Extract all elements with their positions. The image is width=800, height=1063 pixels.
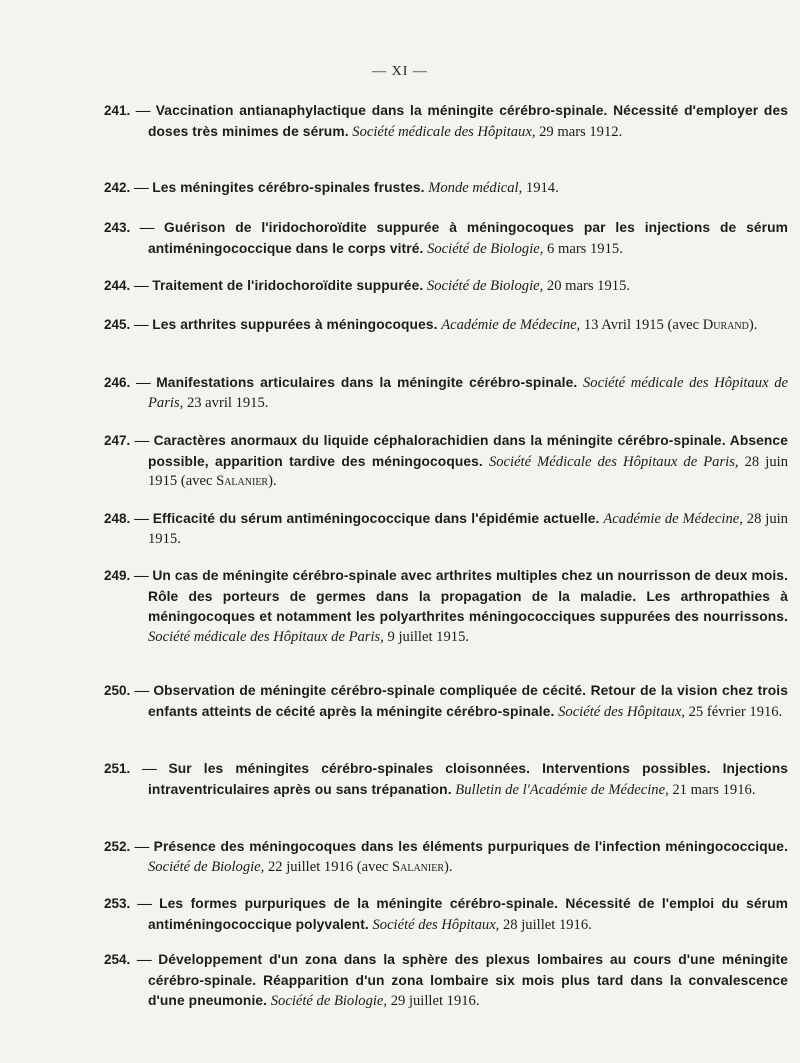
entry-source: Bulletin de l'Académie de Médecine, [455,781,669,798]
entry-number: 248. [104,511,131,526]
entry-collab-suffix: ). [444,858,453,875]
entry-number: 251. [104,761,131,776]
entry-collaborator: Salanier [216,473,269,490]
bibliography-entry-250 [104,681,788,722]
entry-dash: — [137,896,152,912]
entry-title: Développement d'un zona dans la sphère des plexus lombaires au cours d'une méningite cérébro-spinale. Réapparition d'un zona lombaire six mois plus tard dans la convalescence d'une pneumonie. [148,952,788,1009]
entry-title: Traitement de l'iridochoroïdite suppurée. [152,278,424,293]
entry-source: Société des Hôpitaux, [372,916,500,933]
entry-number: 244. [104,278,131,293]
entry-number: 241. [104,103,131,118]
entry-title: Caractères anormaux du liquide céphalorachidien dans la méningite cérébro-spinale. Absence possible, apparition tardive des méningocoques. [148,433,788,469]
bibliography-entry-252 [104,837,788,877]
entry-dash: — [134,568,149,584]
entry-dash: — [142,761,157,777]
entry-title: Présence des méningocoques dans les éléments purpuriques de l'infection méningococcique. [153,839,788,854]
entry-number: 242. [104,180,131,195]
entry-title: Guérison de l'iridochoroïdite suppurée à méningocoques par les injections de sérum antiméningococcique dans le corps vitré. [148,220,789,256]
entry-date: 21 mars 1916. [672,781,756,798]
bibliography-entry-249 [104,566,788,647]
entry-date: 28 juin 1915. [148,511,788,547]
entry-source: Société Médicale des Hôpitaux de Paris, [488,453,739,470]
entry-dash: — [134,683,150,699]
entry-date: 29 juillet 1916. [390,993,480,1010]
entry-date: 9 juillet 1915. [387,628,470,645]
entry-collab-prefix: (avec [667,317,700,333]
bibliography-entry-254 [104,950,788,1012]
entry-title: Sur les méningites cérébro-spinales cloisonnées. Interventions possibles. Injections intraventriculaires après ou sans trépanation. [148,761,789,797]
entry-collaborator: Durand [702,317,749,333]
bibliography-entry-247 [104,431,788,492]
entry-date: 23 avril 1915. [186,394,269,411]
entry-dash: — [133,317,149,333]
entry-date: 13 Avril 1915 [583,317,664,333]
entry-dash: — [133,180,149,196]
entry-date: 22 juillet 1916 [267,858,354,875]
entry-title: Les formes purpuriques de la méningite cérébro-spinale. Nécessité de l'emploi du sérum antiméningococcique polyvalent. [148,896,789,932]
entry-source: Société de Biologie, [148,858,265,875]
page-folio: — XI — [372,64,428,79]
entry-collaborator: Salanier [392,858,445,875]
entry-dash: — [135,103,151,119]
entry-number: 245. [104,317,131,332]
entry-date: 25 février 1916. [688,703,783,720]
entry-date: 28 juin 1915 [148,453,788,490]
entry-title: Observation de méningite cérébro-spinale compliquée de cécité. Retour de la vision chez trois enfants atteints de cécité après la méningite cérébro-spinale. [148,683,789,719]
entry-date: 29 mars 1912. [539,123,623,140]
entry-date: 20 mars 1915. [546,278,631,294]
entry-number: 254. [104,952,131,967]
bibliography-entry-241 [104,101,788,142]
bibliography-entry-243 [104,218,788,259]
entry-source: Société de Biologie, [270,993,388,1010]
bibliography-entry-245 [104,315,788,336]
entry-title: Les méningites cérébro-spinales frustes. [152,180,425,195]
entry-date: 28 juillet 1916. [503,916,592,933]
entry-source: Académie de Médecine, [603,511,743,527]
bibliography-entry-244 [104,276,788,297]
entry-source: Société de Biologie, [427,240,544,257]
bibliography-entry-246 [104,373,788,413]
entry-dash: — [134,839,150,855]
bibliography-entry-248 [104,509,788,549]
entry-source: Académie de Médecine, [441,317,581,333]
entry-source: Société médicale des Hôpitaux de Paris, [148,628,384,645]
entry-number: 253. [104,896,131,911]
bibliography-entry-251 [104,759,788,800]
entry-number: 246. [104,375,131,390]
entry-number: 243. [104,220,131,235]
entry-dash: — [136,952,152,968]
entry-title: Efficacité du sérum antiméningococcique dans l'épidémie actuelle. [152,511,600,526]
entry-dash: — [133,278,149,294]
entry-collab-suffix: ). [748,317,758,333]
entry-number: 247. [104,433,131,448]
entry-dash: — [135,375,151,391]
entry-title: Les arthrites suppurées à méningocoques. [152,317,438,332]
entry-collab-prefix: (avec [180,473,213,490]
entry-collab-prefix: (avec [356,858,389,875]
entry-source: Société médicale des Hôpitaux, [352,123,536,140]
entry-number: 252. [104,839,131,854]
entry-dash: — [134,511,149,527]
bibliography-entry-253 [104,894,788,935]
entry-number: 249. [104,568,131,583]
entry-date: 1914. [525,180,559,196]
entry-title: Manifestations articulaires dans la méningite cérébro-spinale. [156,375,578,390]
entry-title: Vaccination antianaphylactique dans la méningite cérébro-spinale. Nécessité d'employer des doses très minimes de sérum. [148,103,788,139]
entry-number: 250. [104,683,131,698]
entry-source: Société de Biologie, [426,278,544,294]
entry-date: 6 mars 1915. [547,240,623,257]
entry-source: Société médicale des Hôpitaux de Paris, [148,375,788,411]
entry-source: Société des Hôpitaux, [558,703,685,720]
bibliography-entry-242 [104,178,788,199]
entry-dash: — [134,433,150,449]
entry-dash: — [139,220,155,236]
entry-title: Un cas de méningite cérébro-spinale avec arthrites multiples chez un nourrisson de deux mois. Rôle des porteurs de germes dans la propagation de la maladie. Les arthropathies à méningocoques et notamment les polyarthrites méningococciques suppurées des nourrissons. [148,568,789,625]
entry-collab-suffix: ). [268,473,277,490]
entry-source: Monde médical, [428,180,523,196]
